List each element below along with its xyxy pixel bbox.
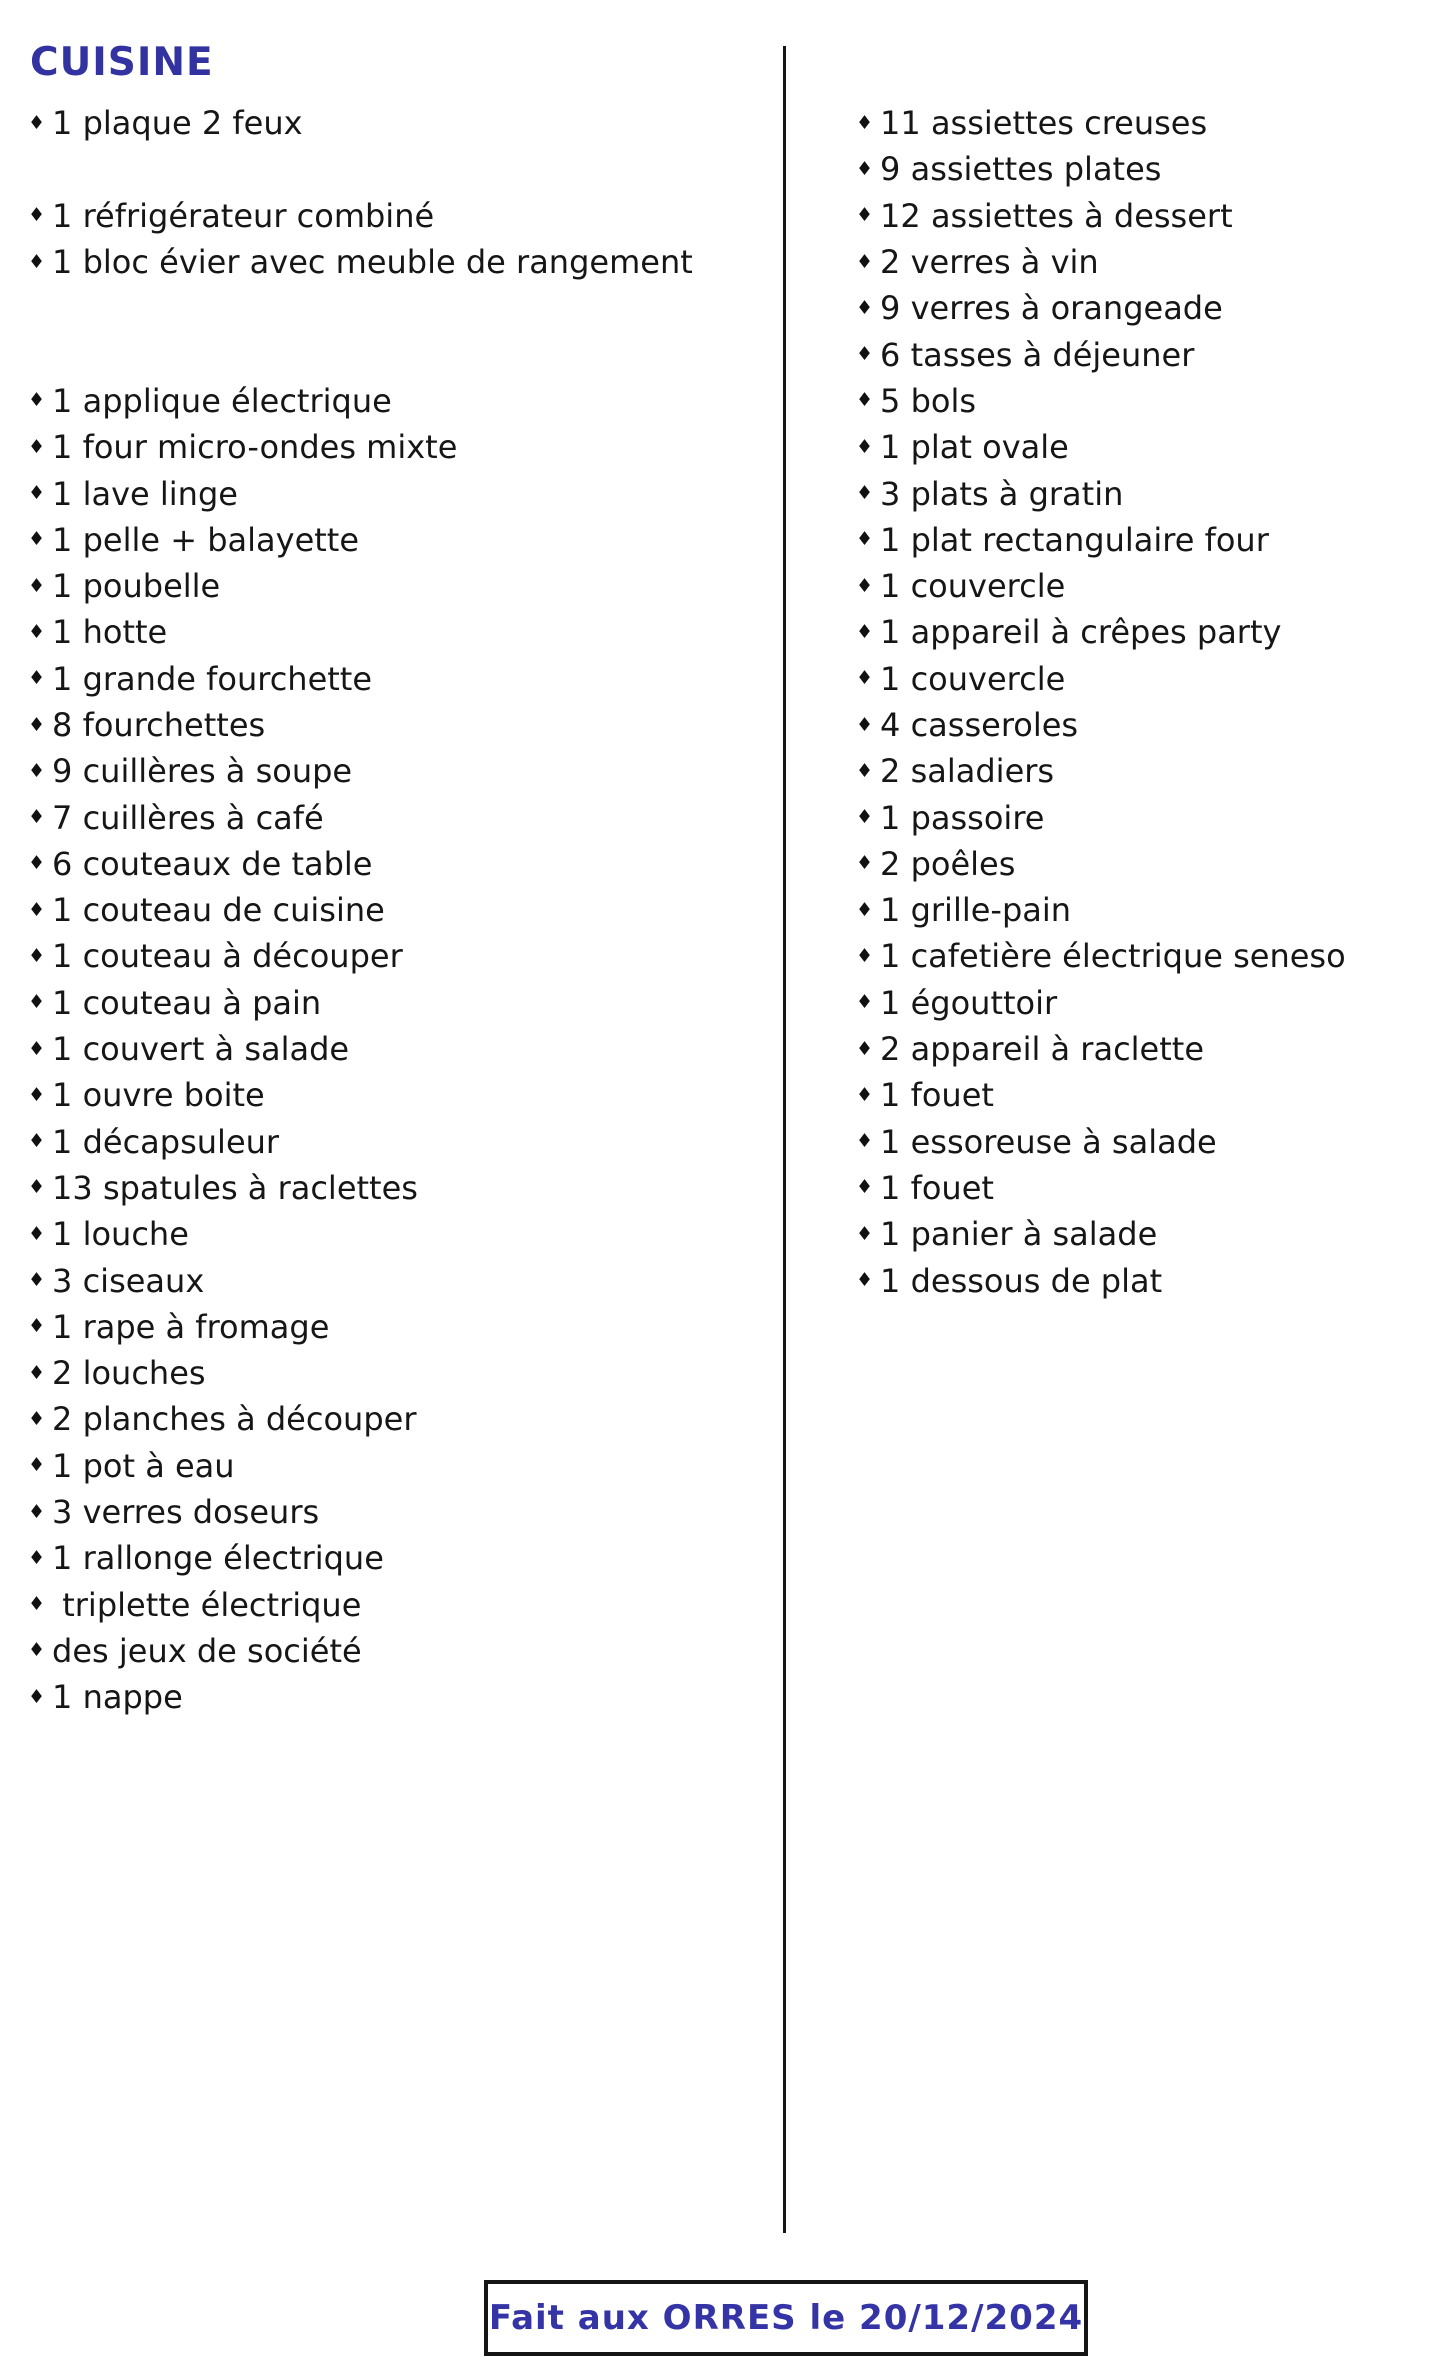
item-text: 4 casseroles [880, 706, 1079, 744]
list-item [856, 841, 1346, 887]
list-item [856, 1211, 1346, 1257]
item-text: 1 plat ovale [880, 428, 1069, 467]
list-item [28, 656, 693, 702]
bullet-diamond-icon: ♦ [28, 1639, 46, 1662]
list-item [856, 100, 1346, 146]
bullet-diamond-icon: ♦ [28, 1176, 46, 1199]
item-text: 1 ouvre boite [52, 1076, 265, 1115]
list-item [856, 933, 1346, 979]
item-text: 1 cafetière électrique seneso [880, 937, 1346, 976]
bullet-diamond-icon: ♦ [28, 389, 46, 412]
item-text: 1 couvercle [880, 659, 1066, 698]
item-text: 6 tasses à déjeuner [880, 335, 1195, 374]
bullet-diamond-icon: ♦ [28, 1546, 46, 1569]
column-divider-line [783, 46, 786, 2233]
list-item [856, 1165, 1346, 1211]
bullet-diamond-icon: ♦ [28, 482, 46, 505]
bullet-diamond-icon: ♦ [856, 435, 874, 458]
item-text: 1 louche [52, 1215, 189, 1254]
list-item [28, 517, 693, 563]
bullet-diamond-icon: ♦ [28, 1500, 46, 1523]
list-item [28, 1304, 693, 1350]
list-item [28, 563, 693, 609]
list-item [28, 1119, 693, 1165]
item-text: 1 égouttoir [880, 983, 1058, 1022]
bullet-diamond-icon: ♦ [28, 435, 46, 458]
list-item [28, 1211, 693, 1257]
bullet-diamond-icon: ♦ [28, 1361, 46, 1384]
bullet-diamond-icon: ♦ [28, 250, 46, 273]
list-item [856, 517, 1346, 563]
bullet-diamond-icon: ♦ [856, 1176, 874, 1199]
item-text: 1 plaque 2 feux [52, 104, 303, 143]
list-item [28, 609, 693, 655]
list-item [28, 424, 693, 470]
bullet-diamond-icon: ♦ [856, 1130, 874, 1153]
item-text: 1 hotte [52, 613, 168, 652]
item-text: 1 couteau à pain [52, 983, 322, 1022]
list-item [856, 1257, 1346, 1303]
bullet-diamond-icon: ♦ [28, 1685, 46, 1708]
list-item [856, 980, 1346, 1026]
bullet-diamond-icon: ♦ [28, 1593, 46, 1616]
bullet-diamond-icon: ♦ [856, 1037, 874, 1060]
item-text: 2 planches à découper [52, 1400, 417, 1439]
list-item [856, 239, 1346, 285]
list-item [28, 980, 693, 1026]
item-text: 1 grande fourchette [52, 659, 373, 698]
bullet-diamond-icon: ♦ [28, 1130, 46, 1153]
item-text: 1 fouet [880, 1076, 994, 1115]
list-item [856, 609, 1346, 655]
right-column-list [856, 100, 1346, 1304]
item-text: 9 assiettes plates [880, 150, 1162, 189]
item-text: 1 rallonge électrique [52, 1539, 384, 1578]
bullet-diamond-icon: ♦ [856, 296, 874, 319]
item-text: 9 verres à orangeade [880, 289, 1223, 328]
item-text: 13 spatules à raclettes [52, 1168, 418, 1207]
bullet-diamond-icon: ♦ [856, 620, 874, 643]
bullet-diamond-icon: ♦ [28, 574, 46, 597]
item-text: 1 bloc évier avec meuble de rangement [52, 243, 693, 282]
list-item [28, 1257, 693, 1303]
bullet-diamond-icon: ♦ [28, 944, 46, 967]
item-text: 2 appareil à raclette [880, 1030, 1205, 1069]
item-text: 12 assiettes à dessert [880, 196, 1233, 235]
bullet-diamond-icon: ♦ [28, 713, 46, 736]
bullet-diamond-icon: ♦ [856, 759, 874, 782]
list-item [856, 563, 1346, 609]
item-text: 1 pot à eau [52, 1446, 235, 1485]
bullet-diamond-icon: ♦ [856, 991, 874, 1014]
bullet-diamond-icon: ♦ [856, 806, 874, 829]
list-item [28, 1628, 693, 1674]
bullet-diamond-icon: ♦ [28, 1083, 46, 1106]
list-item [28, 193, 693, 239]
list-item [28, 1072, 693, 1118]
list-item [856, 702, 1346, 748]
bullet-diamond-icon: ♦ [28, 806, 46, 829]
bullet-diamond-icon: ♦ [28, 1315, 46, 1338]
item-text: 11 assiettes creuses [880, 104, 1208, 143]
bullet-diamond-icon: ♦ [856, 944, 874, 967]
item-text: 3 verres doseurs [52, 1493, 320, 1532]
list-item [28, 1026, 693, 1072]
bullet-diamond-icon: ♦ [856, 343, 874, 366]
bullet-diamond-icon: ♦ [856, 574, 874, 597]
bullet-diamond-icon: ♦ [28, 667, 46, 690]
item-text: 1 nappe [52, 1678, 183, 1717]
list-item [28, 887, 693, 933]
item-text: 1 réfrigérateur combiné [52, 196, 435, 235]
item-text: 1 couvercle [880, 567, 1066, 606]
item-text: 1 panier à salade [880, 1215, 1158, 1254]
item-text: 3 ciseaux [52, 1261, 205, 1300]
list-item [856, 193, 1346, 239]
item-text: 1 poubelle [52, 567, 221, 606]
item-text: 1 couvert à salade [52, 1030, 350, 1069]
list-item [856, 470, 1346, 516]
bullet-diamond-icon: ♦ [856, 852, 874, 875]
item-text: 2 poêles [880, 844, 1016, 883]
bullet-diamond-icon: ♦ [28, 852, 46, 875]
item-text: 1 couteau de cuisine [52, 891, 385, 930]
bullet-diamond-icon: ♦ [28, 1269, 46, 1292]
bullet-diamond-icon: ♦ [856, 1222, 874, 1245]
footer-text: Fait aux ORRES le 20/12/2024 [488, 2298, 1084, 2338]
list-item [28, 239, 693, 285]
list-item [856, 748, 1346, 794]
list-item [28, 1396, 693, 1442]
item-text: 1 appareil à crêpes party [880, 613, 1282, 652]
list-item [856, 1119, 1346, 1165]
bullet-diamond-icon: ♦ [28, 620, 46, 643]
item-text: 1 dessous de plat [880, 1261, 1163, 1300]
list-item [28, 748, 693, 794]
list-item [28, 100, 693, 146]
item-text: 6 couteaux de table [52, 844, 373, 883]
list-item [856, 887, 1346, 933]
item-text: 9 cuillères à soupe [52, 752, 353, 791]
list-item [856, 146, 1346, 192]
list-item [856, 285, 1346, 331]
bullet-diamond-icon: ♦ [856, 389, 874, 412]
list-item [28, 1535, 693, 1581]
bullet-diamond-icon: ♦ [856, 713, 874, 736]
list-item [28, 1582, 693, 1628]
item-text: 1 plat rectangulaire four [880, 520, 1269, 559]
list-item [856, 331, 1346, 377]
left-column-list [28, 100, 693, 1720]
bullet-diamond-icon: ♦ [856, 250, 874, 273]
bullet-diamond-icon: ♦ [856, 1269, 874, 1292]
bullet-diamond-icon: ♦ [28, 898, 46, 921]
bullet-diamond-icon: ♦ [28, 204, 46, 227]
item-text: 1 rape à fromage [52, 1307, 330, 1346]
item-text: 2 saladiers [880, 752, 1055, 791]
item-text: 1 passoire [880, 798, 1045, 837]
bullet-diamond-icon: ♦ [28, 1222, 46, 1245]
bullet-diamond-icon: ♦ [856, 528, 874, 551]
bullet-diamond-icon: ♦ [856, 1083, 874, 1106]
item-text: 1 couteau à découper [52, 937, 403, 976]
list-item [28, 470, 693, 516]
list-item [856, 378, 1346, 424]
bullet-diamond-icon: ♦ [28, 991, 46, 1014]
list-item [28, 1443, 693, 1489]
bullet-diamond-icon: ♦ [28, 1407, 46, 1430]
item-text: 1 applique électrique [52, 381, 392, 420]
item-text: 1 four micro-ondes mixte [52, 428, 458, 467]
item-text: 1 décapsuleur [52, 1122, 280, 1161]
list-item [28, 933, 693, 979]
item-text: 1 fouet [880, 1168, 994, 1207]
bullet-diamond-icon: ♦ [28, 1037, 46, 1060]
list-item [28, 841, 693, 887]
list-item [856, 1072, 1346, 1118]
bullet-diamond-icon: ♦ [856, 482, 874, 505]
item-text: triplette électrique [52, 1585, 362, 1624]
item-text: 1 essoreuse à salade [880, 1122, 1217, 1161]
list-item [28, 1350, 693, 1396]
item-text: 1 pelle + balayette [52, 520, 360, 559]
bullet-diamond-icon: ♦ [28, 111, 46, 134]
list-item [28, 702, 693, 748]
bullet-diamond-icon: ♦ [856, 111, 874, 134]
footer-box [484, 2280, 1088, 2356]
list-item [28, 1674, 693, 1720]
list-item [28, 794, 693, 840]
bullet-diamond-icon: ♦ [856, 157, 874, 180]
item-text: 2 louches [52, 1354, 206, 1393]
list-item [28, 378, 693, 424]
page-title: CUISINE [30, 40, 214, 85]
item-text: 1 grille-pain [880, 891, 1072, 930]
item-text: des jeux de société [52, 1631, 362, 1670]
bullet-diamond-icon: ♦ [856, 667, 874, 690]
item-text: 5 bols [880, 381, 977, 420]
bullet-diamond-icon: ♦ [28, 528, 46, 551]
item-text: 8 fourchettes [52, 706, 266, 744]
list-item [856, 1026, 1346, 1072]
bullet-diamond-icon: ♦ [856, 898, 874, 921]
list-item [856, 656, 1346, 702]
list-item [28, 1489, 693, 1535]
item-text: 7 cuillères à café [52, 798, 324, 837]
item-text: 2 verres à vin [880, 243, 1099, 282]
bullet-diamond-icon: ♦ [28, 759, 46, 782]
item-text: 3 plats à gratin [880, 474, 1124, 513]
bullet-diamond-icon: ♦ [28, 1454, 46, 1477]
bullet-diamond-icon: ♦ [856, 204, 874, 227]
list-item [856, 424, 1346, 470]
list-item [856, 794, 1346, 840]
item-text: 1 lave linge [52, 474, 238, 513]
list-item [28, 1165, 693, 1211]
